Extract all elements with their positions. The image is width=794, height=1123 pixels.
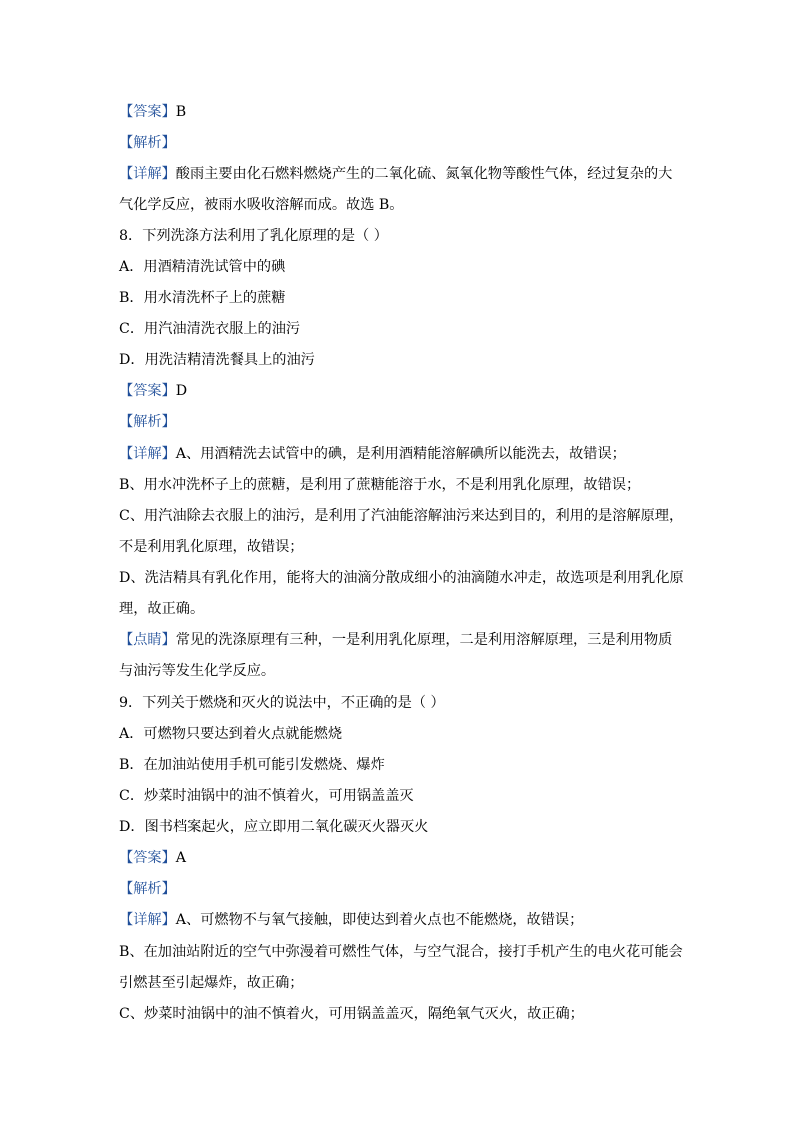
detail-text: A、可燃物不与氧气接触，即使达到着火点也不能燃烧，故错误； (175, 912, 584, 928)
text-line: C、用汽油除去衣服上的油污，是利用了汽油能溶解油污来达到目的，利用的是溶解原理， (119, 508, 684, 524)
text-line: 气化学反应，被雨水吸收溶解而成。故选 B。 (119, 197, 404, 213)
answer-value: D (175, 383, 188, 399)
option-c: C．炒菜时油锅中的油不慎着火，可用锅盖盖灭 (119, 788, 414, 804)
detail-tag: 【详解】 (119, 446, 176, 462)
option-a: A．可燃物只要达到着火点就能燃烧 (119, 726, 343, 742)
text-line: 引燃甚至引起爆炸，故正确； (119, 975, 304, 991)
text-line: 与油污等发生化学反应。 (119, 663, 276, 679)
answer-line (119, 102, 186, 122)
analysis-line (119, 412, 176, 432)
analysis-tag: 【解析】 (119, 414, 176, 430)
text-line: 不是利用乳化原理，故错误； (119, 539, 304, 555)
text-line: 理，故正确。 (119, 601, 205, 617)
answer-value: A (175, 850, 187, 866)
text-line: B、在加油站附近的空气中弥漫着可燃性气体，与空气混合，接打手机产生的电火花可能会 (119, 944, 683, 960)
option-d: D．图书档案起火，应立即用二氧化碳灭火器灭火 (119, 819, 429, 835)
answer-tag: 【答案】 (119, 383, 176, 399)
detail-line (119, 910, 583, 930)
answer-tag: 【答案】 (119, 104, 176, 120)
tip-line (119, 630, 672, 650)
text-line: B、用水冲洗杯子上的蔗糖，是利用了蔗糖能溶于水，不是利用乳化原理，故错误； (119, 477, 641, 493)
text-line: D、洗洁精具有乳化作用，能将大的油滴分散成细小的油滴随水冲走，故选项是利用乳化原 (119, 570, 684, 586)
option-b: B．用水清洗杯子上的蔗糖 (119, 290, 286, 306)
answer-line (119, 848, 186, 868)
option-d: D．用洗洁精清洗餐具上的油污 (119, 352, 315, 368)
question-8: 8．下列洗涤方法利用了乳化原理的是（ ） (119, 228, 388, 244)
answer-tag: 【答案】 (119, 850, 176, 866)
detail-tag: 【详解】 (119, 912, 176, 928)
tip-tag: 【点睛】 (119, 632, 176, 648)
analysis-tag: 【解析】 (119, 135, 176, 151)
detail-text: 酸雨主要由化石燃料燃烧产生的二氧化硫、氮氧化物等酸性气体，经过复杂的大 (175, 166, 673, 182)
answer-line (119, 381, 187, 401)
detail-line (119, 164, 672, 184)
option-c: C．用汽油清洗衣服上的油污 (119, 321, 301, 337)
analysis-line (119, 133, 176, 153)
analysis-line (119, 879, 176, 899)
detail-tag: 【详解】 (119, 166, 176, 182)
answer-value: B (175, 104, 187, 120)
analysis-tag: 【解析】 (119, 881, 176, 897)
text-line: C、炒菜时油锅中的油不慎着火，可用锅盖盖灭，隔绝氧气灭火，故正确； (119, 1006, 584, 1022)
option-b: B．在加油站使用手机可能引发燃烧、爆炸 (119, 757, 385, 773)
detail-line (119, 444, 626, 464)
tip-text: 常见的洗涤原理有三种，一是利用乳化原理，二是利用溶解原理，三是利用物质 (175, 632, 673, 648)
question-9: 9．下列关于燃烧和灭火的说法中，不正确的是（ ） (119, 695, 445, 711)
option-a: A．用酒精清洗试管中的碘 (119, 259, 286, 275)
detail-text: A、用酒精洗去试管中的碘，是利用酒精能溶解碘所以能洗去，故错误； (175, 446, 626, 462)
